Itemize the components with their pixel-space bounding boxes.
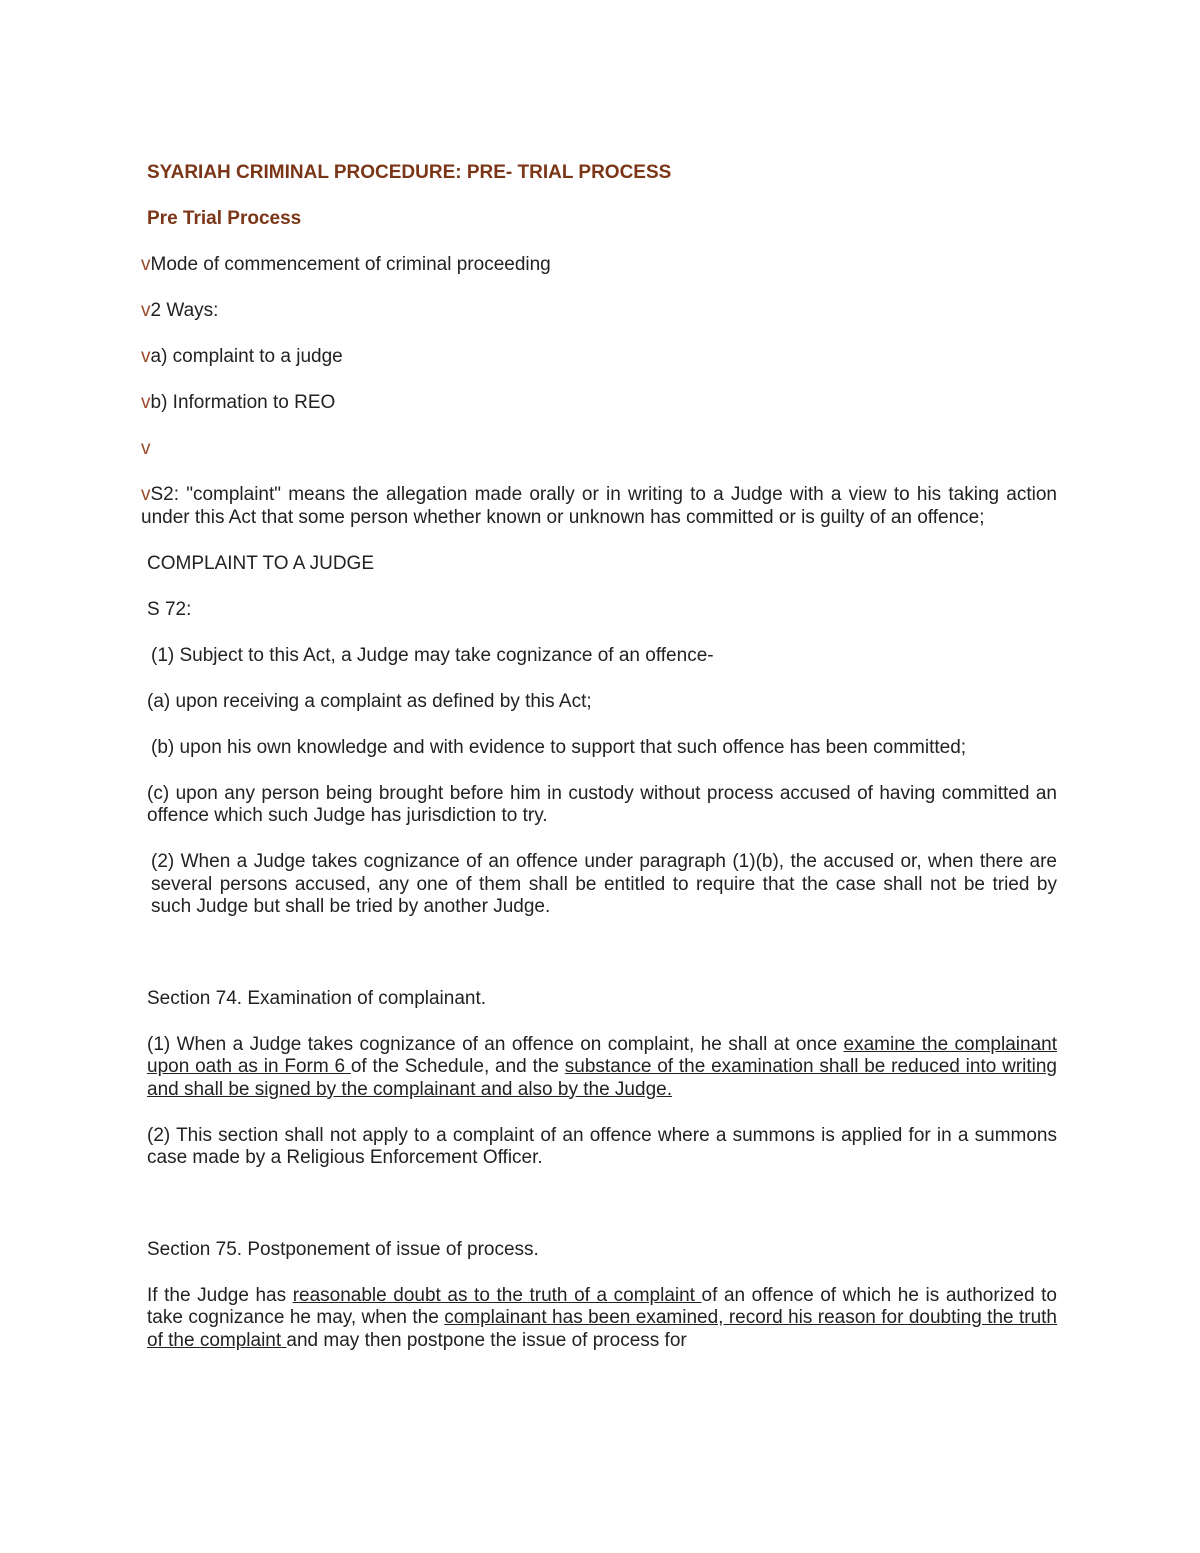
s72-label: S 72: bbox=[147, 598, 192, 620]
bullet-text: a) complaint to a judge bbox=[150, 346, 343, 367]
bullet-text: b) Information to REO bbox=[150, 392, 336, 413]
s75-heading: Section 75. Postponement of issue of process. bbox=[147, 1238, 539, 1260]
s74-subsection-2: (2) This section shall not apply to a complaint of an offence where a summons is applied for in a summons case made by a Religious Enforcement Officer. bbox=[147, 1124, 1057, 1168]
document-title: SYARIAH CRIMINAL PROCEDURE: PRE- TRIAL PROCESS bbox=[147, 162, 672, 183]
bullet-mark-icon: v bbox=[141, 484, 151, 505]
bullet-item-definition bbox=[141, 484, 1057, 529]
s72-para-c: (c) upon any person being brought before him in custody without process accused of having committed an offence which such Judge has jurisdiction to try. bbox=[147, 782, 1057, 826]
bullet-mark-icon: v bbox=[141, 392, 151, 413]
s74-subsection-1 bbox=[141, 1034, 1057, 1102]
bullet-mark-icon: v bbox=[141, 346, 151, 367]
bullet-item bbox=[141, 300, 1057, 323]
document-body bbox=[141, 162, 1057, 1352]
s75-paragraph bbox=[141, 1285, 1057, 1353]
s72-subsection-2: (2) When a Judge takes cognizance of an offence under paragraph (1)(b), the accused or, when there are several persons accused, any one of them shall be entitled to require that the case shall not be tried by such Judge but shall be tried by another Judge. bbox=[151, 851, 1057, 917]
s75-text: and may then postpone the issue of process for bbox=[286, 1329, 687, 1351]
bullet-text: Mode of commencement of criminal proceeding bbox=[150, 254, 551, 275]
s75-text: of an offence of which he is authorized to take cognizance he may, when the bbox=[147, 1284, 1057, 1328]
bullet-item bbox=[141, 346, 1057, 369]
bullet-mark-icon: v bbox=[141, 254, 151, 275]
s75-underlined: reasonable doubt as to the truth of a complaint bbox=[292, 1284, 702, 1306]
s72-para-b: (b) upon his own knowledge and with evidence to support that such offence has been committed; bbox=[151, 736, 967, 758]
s75-underlined: complainant has been examined, record his reason for doubting the truth of the complaint bbox=[147, 1307, 1057, 1351]
bullet-text: S2: "complaint" means the allegation made orally or in writing to a Judge with a view to his taking action under this Act that some person whether known or unknown has committed or is guilty of an offence; bbox=[141, 484, 1057, 528]
bullet-mark-icon: v bbox=[141, 438, 151, 459]
bullet-mark-icon: v bbox=[141, 300, 151, 321]
s74-heading: Section 74. Examination of complainant. bbox=[147, 987, 487, 1009]
s74-1-underlined: examine the complainant upon oath as in Form 6 bbox=[147, 1033, 1057, 1077]
s75-text: If the Judge has bbox=[147, 1284, 293, 1306]
s74-1-text: (1) When a Judge takes cognizance of an offence on complaint, he shall at once bbox=[147, 1033, 844, 1055]
document-subtitle: Pre Trial Process bbox=[147, 207, 302, 229]
s74-1-text: of the Schedule, and the bbox=[350, 1056, 565, 1077]
bullet-item bbox=[141, 392, 1057, 415]
bullet-item bbox=[141, 254, 1057, 277]
s72-para-a: (a) upon receiving a complaint as defined by this Act; bbox=[147, 690, 592, 712]
bullet-text: 2 Ways: bbox=[150, 300, 219, 321]
s72-subsection-1: (1) Subject to this Act, a Judge may take cognizance of an offence- bbox=[151, 644, 714, 666]
s74-1-underlined: substance of the examination shall be reduced into writing and shall be signed by the complainant and also by the Judge. bbox=[147, 1056, 1058, 1100]
complaint-heading: COMPLAINT TO A JUDGE bbox=[147, 552, 375, 574]
bullet-item-empty bbox=[141, 438, 1057, 461]
